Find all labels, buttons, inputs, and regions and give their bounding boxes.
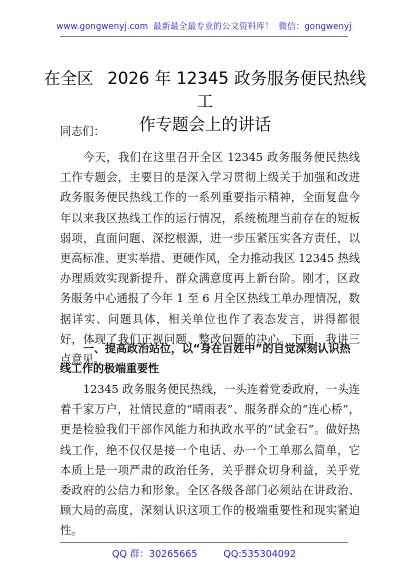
paragraph-2: 12345 政务服务便民热线，一头连着党委政府，一头连着千家万户，社情民意的“晴雨表”、服务群众的“连心桥”，更是检验我们干部作风能力和执政水平的“试金石”。做好热线工作，绝不仅仅是接一个电话、办一个工单那么简单，它本质上是一项严肃的政治任务，关乎群众切身利益，关乎党委政府的公信力和形象。全区各级各部门必须站在讲政治、顾大局的高度，深刻认识这项工作的极端重要性和现实紧迫性。 [60,383,360,538]
greeting: 同志们： [60,125,105,138]
footer-banner [0,546,408,560]
slogan-text: 最新最全最专业的公文资料库！ [153,22,274,32]
title-line2: 作专题会上的讲话 [139,115,271,134]
qq-group-text: QQ 群：30265665 [112,549,198,560]
title-part1: 在全区 [43,69,94,88]
section-1-heading: 一、提高政治站位，以“身在百姓中”的自觉深刻认识热线工作的极端重要性 [60,342,351,376]
header-banner [0,20,408,32]
wechat-text: 微信：gongwenyj [278,22,352,32]
header-divider [60,36,348,37]
paragraph-1: 今天，我们在这里召开全区 12345 政务服务便民热线工作专题会，主要目的是深入学习贯彻上级关于加强和改进政务服务便民热线工作的一系列重要指示精神，全面复盘今年以来我区热线工作的运行情况，系统梳理当前存在的短板弱项，直面问题、深挖根源，进一步压紧压实各方责任，以更高标准、更实举措、更硬作风，全力推动我区 12345 热线办理质效实现新提升、群众满意度再上新台阶。刚才，区政务服务中心通报了今年 1 至 6 月全区热线工单办理情况，数据详实、问题具体，相关单位也作了表态发言，讲得都很好，体现了我们正视问题、整改问题的决心。下面，我讲三点意见。 [60,151,361,367]
website-link[interactable]: www.gongwenyj.com [56,22,149,32]
title-part2: 2026 年 12345 政务服务便民热线工 [107,69,367,111]
qq-text: QQ:535304092 [223,549,296,560]
footer-divider [60,542,348,543]
